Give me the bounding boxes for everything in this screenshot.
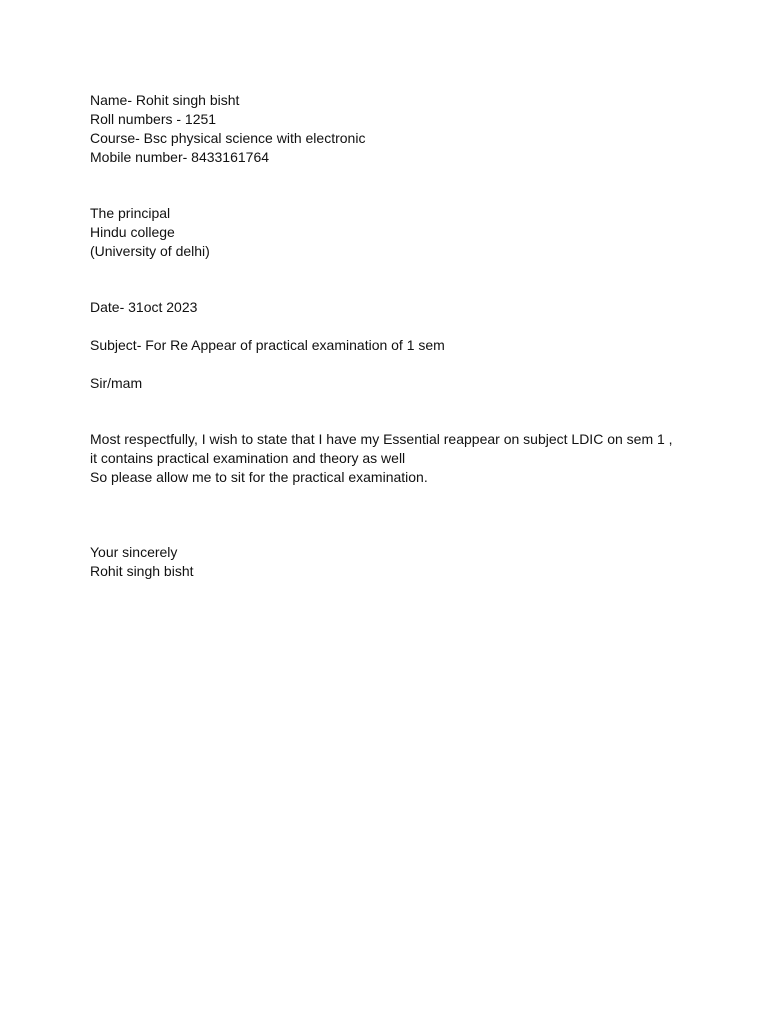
letter-date: Date- 31oct 2023 xyxy=(90,299,198,315)
sender-course: Course- Bsc physical science with electronic xyxy=(90,130,366,146)
sender-mobile: Mobile number- 8433161764 xyxy=(90,149,270,165)
letter-closing xyxy=(90,543,730,581)
sender-name: Name- Rohit singh bisht xyxy=(90,92,240,108)
valediction: Your sincerely xyxy=(90,544,178,560)
letter-date-block xyxy=(90,298,730,317)
recipient-address xyxy=(90,204,730,261)
letter-body xyxy=(90,430,730,487)
letter-subject: Subject- For Re Appear of practical examination of 1 sem xyxy=(90,337,445,353)
salutation-block xyxy=(90,374,730,393)
letter-subject-block xyxy=(90,336,730,355)
recipient-title: The principal xyxy=(90,205,171,221)
body-line-2: it contains practical examination and theory as well xyxy=(90,450,406,466)
body-line-3: So please allow me to sit for the practical examination. xyxy=(90,469,428,485)
salutation: Sir/mam xyxy=(90,375,143,391)
signature-name: Rohit singh bisht xyxy=(90,563,194,579)
body-line-1: Most respectfully, I wish to state that I have my Essential reappear on subject LDIC on sem 1 , xyxy=(90,431,673,447)
sender-details xyxy=(90,91,730,167)
recipient-college: Hindu college xyxy=(90,224,175,240)
sender-roll-number: Roll numbers - 1251 xyxy=(90,111,217,127)
recipient-university: (University of delhi) xyxy=(90,243,210,259)
